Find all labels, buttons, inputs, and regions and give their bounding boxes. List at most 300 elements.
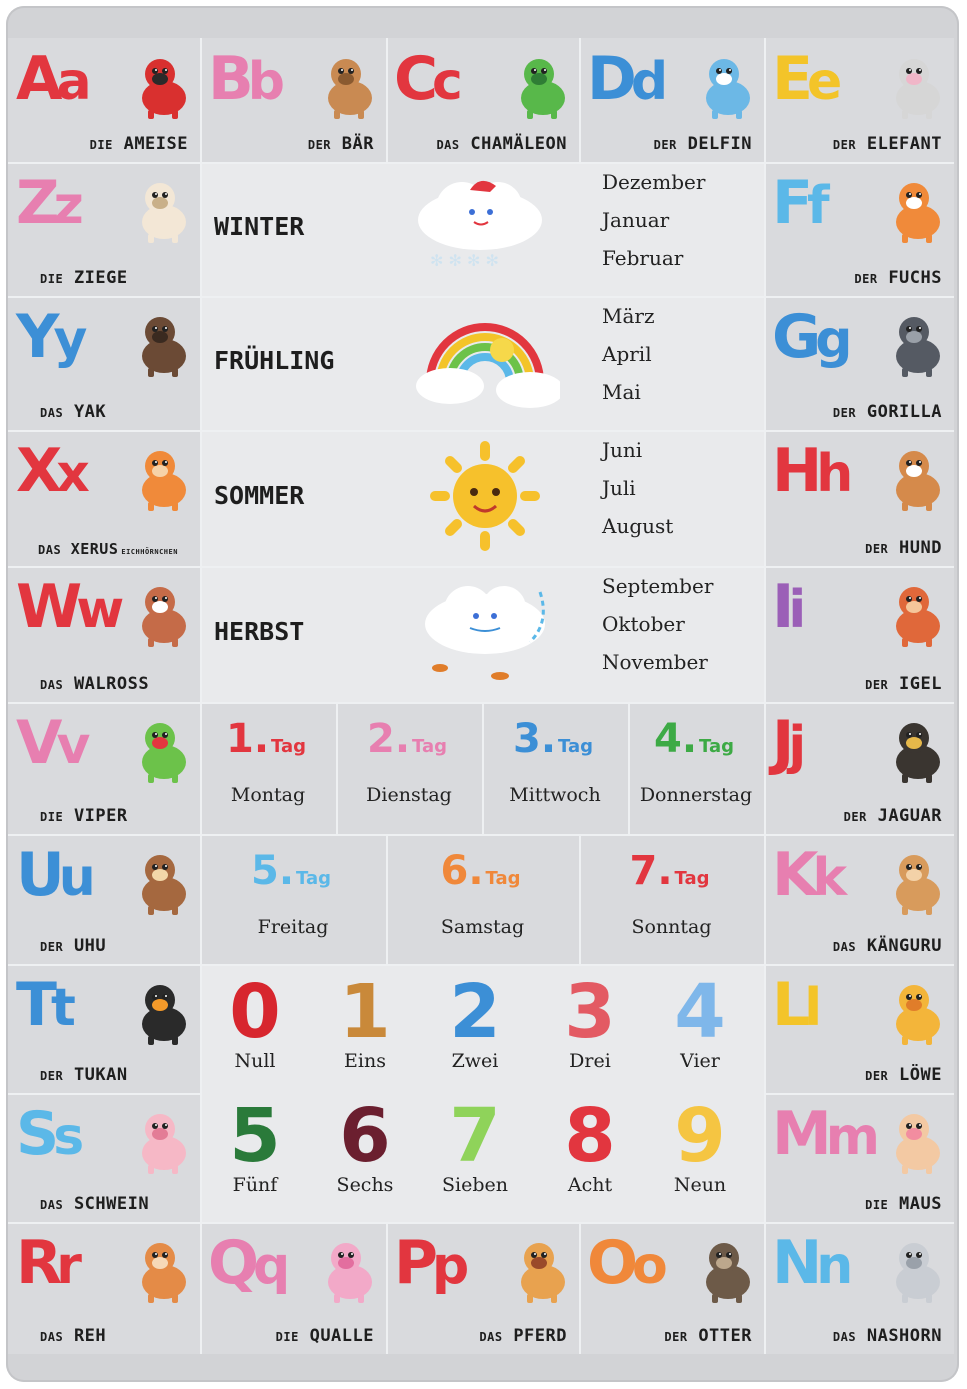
animal-word: YAK — [73, 402, 107, 422]
pig-icon — [130, 1107, 194, 1175]
letter-cell-i — [764, 566, 954, 702]
uppercase-letter: Q — [208, 1228, 254, 1298]
day-tag: Tag — [271, 736, 307, 757]
letter-pair — [16, 302, 81, 375]
letter-cell-p — [386, 1222, 579, 1354]
ant-icon — [130, 52, 194, 120]
grid-divider — [8, 702, 200, 704]
letter-pair — [587, 44, 662, 117]
animal-article: DER — [843, 810, 867, 824]
day-name: Montag — [230, 784, 306, 806]
grid-divider — [764, 1093, 954, 1095]
day-number — [654, 716, 734, 762]
lowercase-letter: x — [56, 444, 84, 504]
grid-divider — [200, 566, 764, 568]
grid-divider — [386, 1222, 388, 1354]
grid-divider — [764, 834, 954, 836]
letter-cell-y — [8, 296, 200, 430]
letter-cell-h — [764, 430, 954, 566]
gorilla-icon — [884, 310, 948, 378]
number-word: Null — [234, 1050, 276, 1072]
letter-cell-g — [764, 296, 954, 430]
letter-pair — [16, 1099, 78, 1172]
animal-article: DIE — [865, 1198, 889, 1212]
number-word: Acht — [567, 1174, 613, 1196]
day-number — [226, 716, 306, 762]
animal-article: DAS — [38, 543, 62, 557]
uppercase-letter: M — [772, 1099, 826, 1169]
grid-divider — [200, 702, 764, 704]
letter-pair — [16, 572, 118, 645]
day-name: Sonntag — [631, 916, 712, 938]
animal-article: DER — [854, 272, 878, 286]
day-number — [513, 716, 593, 762]
lowercase-letter: i — [788, 580, 801, 640]
grid-divider — [764, 1222, 954, 1224]
grid-divider — [764, 162, 954, 164]
animal-name — [276, 1326, 374, 1346]
letter-cell-a — [8, 38, 200, 162]
numbers-panel — [200, 964, 764, 1222]
animal-article: DAS — [40, 1330, 64, 1344]
letter-pair — [16, 44, 86, 117]
lowercase-letter: q — [253, 1236, 285, 1296]
lowercase-letter: o — [632, 1236, 662, 1296]
animal-article: DIE — [40, 810, 64, 824]
lowercase-letter: k — [812, 848, 842, 908]
letter-pair — [772, 436, 847, 509]
deer-icon — [130, 1236, 194, 1304]
bear-icon — [316, 52, 380, 120]
yak-icon — [130, 310, 194, 378]
animal-word: ZIEGE — [73, 268, 128, 288]
animal-name — [40, 1194, 149, 1214]
animal-article: DAS — [479, 1330, 503, 1344]
animal-word: KÄNGURU — [866, 936, 942, 956]
rainbow-cloud-icon — [410, 302, 560, 422]
day-cell-6 — [386, 834, 579, 964]
day-ordinal: 4. — [654, 716, 698, 762]
letter-pair — [587, 1228, 662, 1301]
grid-divider — [8, 834, 200, 836]
letter-cell-s — [8, 1093, 200, 1222]
day-name: Donnerstag — [639, 784, 753, 806]
animal-article: DAS — [436, 138, 460, 152]
animal-word: ELEFANT — [866, 134, 942, 154]
day-name: Samstag — [440, 916, 525, 938]
lowercase-letter: b — [247, 52, 279, 112]
grid-divider — [386, 834, 388, 964]
animal-name — [40, 1326, 106, 1346]
animal-word: PFERD — [513, 1326, 567, 1346]
animal-name — [40, 806, 128, 826]
season-name: HERBST — [214, 617, 305, 646]
uppercase-letter: Y — [16, 302, 54, 372]
lowercase-letter: m — [825, 1107, 874, 1167]
uppercase-letter: F — [772, 168, 807, 238]
animal-article: DAS — [40, 678, 64, 692]
uppercase-letter: J — [772, 708, 789, 778]
day-cell-4 — [628, 702, 764, 834]
letter-cell-v — [8, 702, 200, 834]
animal-name — [40, 674, 149, 694]
animal-name — [844, 806, 942, 826]
animal-word: REH — [73, 1326, 107, 1346]
grid-divider — [764, 702, 954, 704]
digit-9: 9 — [674, 1093, 726, 1179]
goat-icon — [130, 176, 194, 244]
lowercase-letter: y — [53, 310, 82, 370]
day-name: Freitag — [257, 916, 329, 938]
horse-icon — [509, 1236, 573, 1304]
uppercase-letter: C — [394, 44, 433, 114]
letter-cell-n — [764, 1222, 954, 1354]
letter-cell-l — [764, 964, 954, 1093]
animal-word: QUALLE — [309, 1326, 374, 1346]
month-name: Juli — [602, 476, 636, 500]
day-tag: Tag — [412, 736, 448, 757]
animal-name — [833, 134, 942, 154]
day-ordinal: 6. — [440, 848, 484, 894]
digit-8: 8 — [564, 1093, 616, 1179]
grid-divider — [579, 834, 581, 964]
animal-name — [664, 1326, 752, 1346]
letter-pair — [16, 168, 78, 241]
letter-pair — [772, 840, 841, 913]
number-word: Vier — [680, 1050, 720, 1072]
uppercase-letter: U — [16, 840, 59, 910]
uppercase-letter: N — [772, 1228, 817, 1298]
uppercase-letter: X — [16, 436, 57, 506]
uppercase-letter: L — [772, 970, 805, 1040]
uppercase-letter: V — [16, 708, 57, 778]
animal-word: FUCHS — [888, 268, 942, 288]
animal-word: GORILLA — [866, 402, 942, 422]
letter-pair — [772, 1228, 847, 1301]
sun-icon — [410, 436, 560, 556]
animal-word: OTTER — [698, 1326, 752, 1346]
letter-pair — [394, 1228, 463, 1301]
grid-divider — [628, 702, 630, 834]
animal-name — [40, 402, 106, 422]
day-cell-3 — [482, 702, 628, 834]
squirrel-icon — [130, 444, 194, 512]
grid-divider — [200, 964, 764, 966]
letter-pair — [772, 168, 824, 241]
grid-divider — [579, 1222, 581, 1354]
animal-word: LÖWE — [899, 1065, 942, 1085]
season-row-frühling — [200, 296, 764, 430]
animal-article: DAS — [40, 1198, 64, 1212]
animal-article: DER — [832, 138, 857, 152]
lowercase-letter: h — [816, 444, 848, 504]
day-ordinal: 1. — [226, 716, 270, 762]
month-name: August — [602, 514, 674, 538]
uppercase-letter: Z — [16, 168, 54, 238]
animal-article: DAS — [40, 406, 64, 420]
letter-cell-k — [764, 834, 954, 964]
day-ordinal: 2. — [367, 716, 411, 762]
lowercase-letter: d — [630, 52, 663, 112]
animal-article: DER — [865, 542, 889, 556]
day-cell-5 — [200, 834, 386, 964]
uppercase-letter: I — [772, 572, 789, 642]
lowercase-letter: w — [76, 580, 119, 640]
grid-divider — [8, 1222, 200, 1224]
season-name: SOMMER — [214, 481, 305, 510]
lowercase-letter: s — [53, 1107, 79, 1167]
letter-pair — [208, 1228, 284, 1301]
lowercase-letter: g — [815, 310, 847, 370]
animal-word: BÄR — [341, 134, 374, 154]
day-number — [367, 716, 447, 762]
animal-name — [865, 538, 942, 558]
animal-word: HUND — [899, 538, 942, 558]
owl-icon — [130, 848, 194, 916]
letter-cell-z — [8, 162, 200, 296]
day-ordinal: 5. — [251, 848, 295, 894]
grid-divider — [200, 296, 764, 298]
lowercase-letter: e — [807, 52, 837, 112]
animal-word: JAGUAR — [877, 806, 942, 826]
animal-article: DER — [653, 138, 677, 152]
day-tag: Tag — [485, 868, 521, 889]
letter-pair — [208, 44, 279, 117]
number-word: Zwei — [451, 1050, 499, 1072]
letter-pair — [772, 1099, 874, 1172]
animal-word: XERUS — [70, 540, 119, 558]
letter-cell-m — [764, 1093, 954, 1222]
lowercase-letter: f — [807, 176, 824, 236]
wind-cloud-icon — [410, 572, 560, 692]
animal-word: NASHORN — [866, 1326, 942, 1346]
animal-name — [308, 134, 374, 154]
lowercase-letter: l — [804, 978, 817, 1038]
lowercase-letter: n — [816, 1236, 848, 1296]
letter-pair — [772, 708, 800, 781]
letter-cell-r — [8, 1222, 200, 1354]
animal-article: DER — [40, 1069, 64, 1083]
letter-cell-q — [200, 1222, 386, 1354]
grid-divider — [764, 566, 954, 568]
month-name: Februar — [602, 246, 684, 270]
month-name: Dezember — [602, 170, 706, 194]
letter-cell-u — [8, 834, 200, 964]
day-cell-7 — [579, 834, 764, 964]
animal-name — [833, 402, 942, 422]
digit-4: 4 — [674, 969, 726, 1055]
animal-word: SCHWEIN — [73, 1194, 150, 1214]
season-row-winter — [200, 162, 764, 296]
animal-article: DAS — [832, 1330, 857, 1344]
lowercase-letter: r — [56, 1236, 76, 1296]
dolphin-icon — [694, 52, 758, 120]
grid-divider — [8, 566, 200, 568]
animal-article: DER — [40, 940, 64, 954]
animal-name — [865, 674, 942, 694]
snake-icon — [130, 716, 194, 784]
letter-cell-w — [8, 566, 200, 702]
letter-pair — [394, 44, 457, 117]
grid-divider — [8, 964, 200, 966]
uppercase-letter: S — [16, 1099, 54, 1169]
month-name: April — [602, 342, 652, 366]
grid-divider — [764, 964, 954, 966]
number-word: Fünf — [232, 1174, 278, 1196]
grid-divider — [386, 38, 388, 162]
animal-name — [479, 1326, 567, 1346]
number-word: Eins — [344, 1050, 386, 1072]
elephant-icon — [884, 52, 948, 120]
grid-divider — [200, 162, 764, 164]
grid-divider — [200, 834, 764, 836]
uppercase-letter: K — [772, 840, 813, 910]
animal-article: DER — [307, 138, 332, 152]
fox-icon — [884, 176, 948, 244]
animal-word: DELFIN — [687, 134, 752, 154]
letter-pair — [16, 840, 90, 913]
animal-article: DER — [865, 678, 889, 692]
letter-pair — [16, 436, 84, 509]
grid-divider — [8, 1093, 200, 1095]
toucan-icon — [130, 978, 194, 1046]
day-cell-2 — [336, 702, 482, 834]
digit-6: 6 — [339, 1093, 391, 1179]
number-word: Neun — [673, 1174, 727, 1196]
animal-name — [854, 268, 942, 288]
letter-cell-x — [8, 430, 200, 566]
day-number — [251, 848, 331, 894]
uppercase-letter: O — [587, 1228, 633, 1298]
grid-divider — [8, 162, 200, 164]
animal-name — [40, 1065, 128, 1085]
day-ordinal: 3. — [513, 716, 557, 762]
digit-3: 3 — [564, 969, 616, 1055]
animal-article: DER — [832, 406, 857, 420]
letter-cell-d — [579, 38, 764, 162]
animal-name — [40, 268, 128, 288]
animal-word: CHAMÄLEON — [470, 134, 567, 154]
animal-name — [654, 134, 752, 154]
grid-divider — [336, 702, 338, 834]
day-ordinal: 7. — [629, 848, 673, 894]
animal-article: DER — [664, 1330, 688, 1344]
letter-cell-o — [579, 1222, 764, 1354]
animal-name — [865, 1065, 942, 1085]
grid-divider — [579, 38, 581, 162]
dog-icon — [884, 444, 948, 512]
grid-divider — [764, 296, 954, 298]
digit-7: 7 — [449, 1093, 501, 1179]
season-name: FRÜHLING — [214, 346, 335, 375]
lowercase-letter: j — [788, 716, 801, 776]
animal-name — [40, 936, 106, 956]
lowercase-letter: p — [431, 1236, 464, 1296]
letter-pair — [772, 302, 846, 375]
lowercase-letter: z — [53, 176, 78, 236]
day-tag: Tag — [699, 736, 735, 757]
digit-5: 5 — [229, 1093, 281, 1179]
uppercase-letter: A — [16, 44, 57, 114]
animal-name — [90, 134, 188, 154]
animal-article: DAS — [832, 940, 857, 954]
animal-word: TUKAN — [73, 1065, 128, 1085]
letter-pair — [772, 44, 836, 117]
octopus-icon — [316, 1236, 380, 1304]
number-word: Sechs — [336, 1174, 394, 1196]
season-row-herbst — [200, 566, 764, 702]
day-tag: Tag — [558, 736, 594, 757]
animal-word: VIPER — [73, 806, 128, 826]
letter-pair — [16, 708, 84, 781]
letter-cell-f — [764, 162, 954, 296]
day-number — [630, 848, 710, 894]
letter-cell-j — [764, 702, 954, 834]
animal-article: DIE — [40, 272, 64, 286]
uppercase-letter: E — [772, 44, 807, 114]
lowercase-letter: t — [50, 978, 70, 1038]
lowercase-letter: a — [56, 52, 86, 112]
month-name: September — [602, 574, 714, 598]
letter-pair — [772, 572, 800, 645]
otter-icon — [694, 1236, 758, 1304]
uppercase-letter: G — [772, 302, 816, 372]
svg-text:✻ ✻ ✻ ✻: ✻ ✻ ✻ ✻ — [430, 251, 499, 270]
day-tag: Tag — [296, 868, 332, 889]
day-tag: Tag — [674, 868, 710, 889]
animal-article: DIE — [275, 1330, 299, 1344]
month-name: März — [602, 304, 655, 328]
uppercase-letter: T — [16, 970, 51, 1040]
letter-pair — [772, 970, 816, 1043]
grid-divider — [8, 430, 200, 432]
uppercase-letter: D — [587, 44, 631, 114]
uppercase-letter: B — [208, 44, 248, 114]
uppercase-letter: R — [16, 1228, 57, 1298]
uppercase-letter: W — [16, 572, 77, 642]
uppercase-letter: H — [772, 436, 817, 506]
grid-divider — [200, 430, 764, 432]
grid-divider — [8, 296, 200, 298]
grid-divider — [482, 702, 484, 834]
snow-cloud-icon — [410, 168, 560, 288]
kangaroo-icon — [884, 848, 948, 916]
letter-cell-e — [764, 38, 954, 162]
animal-name — [865, 1194, 942, 1214]
animal-extra: EICHHÖRNCHEN — [121, 548, 178, 556]
grid-divider — [764, 38, 766, 1354]
letter-cell-t — [8, 964, 200, 1093]
grid-divider — [200, 38, 202, 1354]
day-number — [441, 848, 521, 894]
animal-word: UHU — [73, 936, 107, 956]
animal-article: DER — [865, 1069, 889, 1083]
chameleon-icon — [509, 52, 573, 120]
animal-word: WALROSS — [73, 674, 150, 694]
month-name: Oktober — [602, 612, 685, 636]
month-name: Januar — [602, 208, 670, 232]
rhino-icon — [884, 1236, 948, 1304]
letter-cell-c — [386, 38, 579, 162]
day-name: Dienstag — [366, 784, 452, 806]
day-name: Mittwoch — [509, 784, 601, 806]
animal-word: AMEISE — [123, 134, 188, 154]
letter-pair — [16, 970, 70, 1043]
lowercase-letter: v — [56, 716, 85, 776]
lowercase-letter: u — [58, 848, 90, 908]
lion-icon — [884, 978, 948, 1046]
month-name: Mai — [602, 380, 641, 404]
